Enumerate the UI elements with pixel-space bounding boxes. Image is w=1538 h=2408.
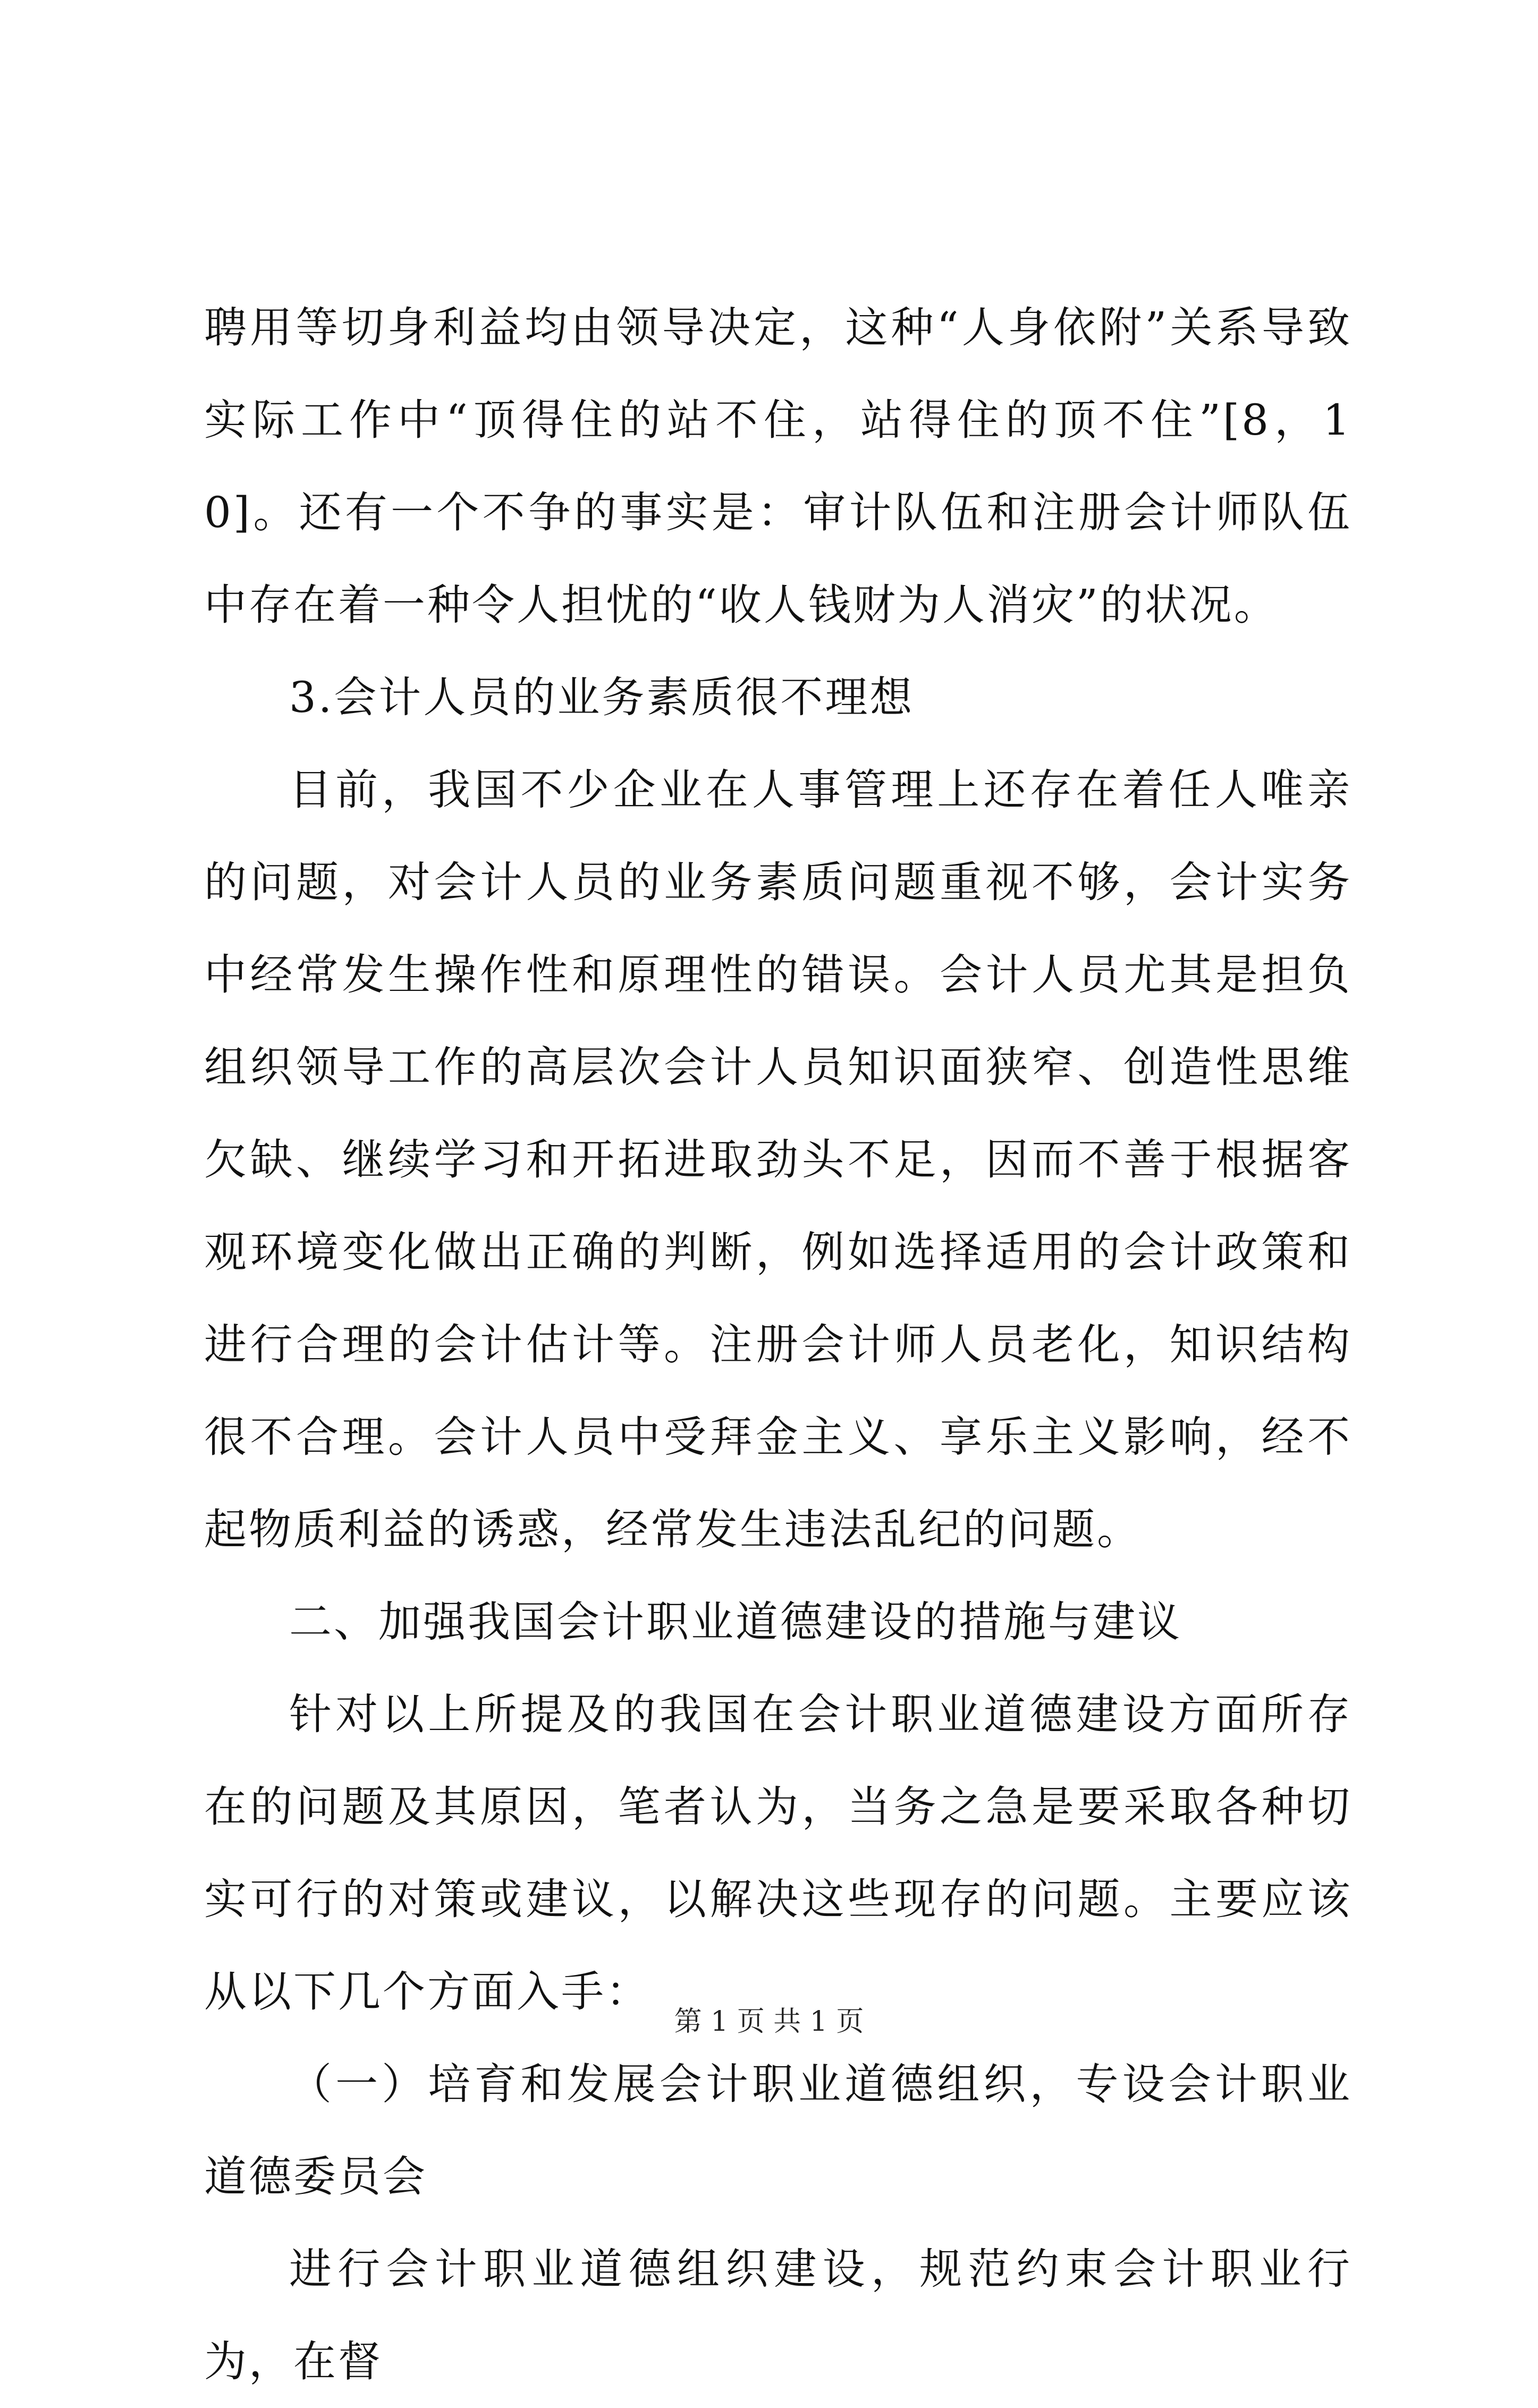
paragraph-organization: 进行会计职业道德组织建设，规范约束会计职业行为，在督: [204, 2244, 1352, 2386]
paragraph-countermeasures: 针对以上所提及的我国在会计职业道德建设方面所存在的问题及其原因，笔者认为，当务之急是要采取各种切实可行的对策或建议，以解决这些现存的问题。主要应该从以下几个方面入手：: [204, 1690, 1352, 2016]
subsection-heading-1: （一）培育和发展会计职业道德组织，专设会计职业道德委员会: [204, 2059, 1352, 2201]
paragraph-continuation: 聘用等切身利益均由领导决定，这种“人身依附”关系导致实际工作中“顶得住的站不住，站得住的顶不住”[8，10]。还有一个不争的事实是：审计队伍和注册会计师队伍中存在着一种令人担忧的“收人钱财为人消灾”的状况。: [204, 303, 1352, 630]
document-body: [204, 282, 1352, 2408]
section-heading-3: 3.会计人员的业务素质很不理想: [289, 673, 915, 722]
section-heading-2: 二、加强我国会计职业道德建设的措施与建议: [289, 1597, 1182, 1647]
paragraph-business-quality: 目前，我国不少企业在人事管理上还存在着任人唯亲的问题，对会计人员的业务素质问题重视不够，会计实务中经常发生操作性和原理性的错误。会计人员尤其是担负组织领导工作的高层次会计人员知识面狭窄、创造性思维欠缺、继续学习和开拓进取劲头不足，因而不善于根据客观环境变化做出正确的判断，例如选择适用的会计政策和进行合理的会计估计等。注册会计师人员老化，知识结构很不合理。会计人员中受拜金主义、享乐主义影响，经不起物质利益的诱惑，经常发生违法乱纪的问题。: [204, 765, 1352, 1554]
page-footer: 第 1 页 共 1 页: [674, 2006, 864, 2038]
